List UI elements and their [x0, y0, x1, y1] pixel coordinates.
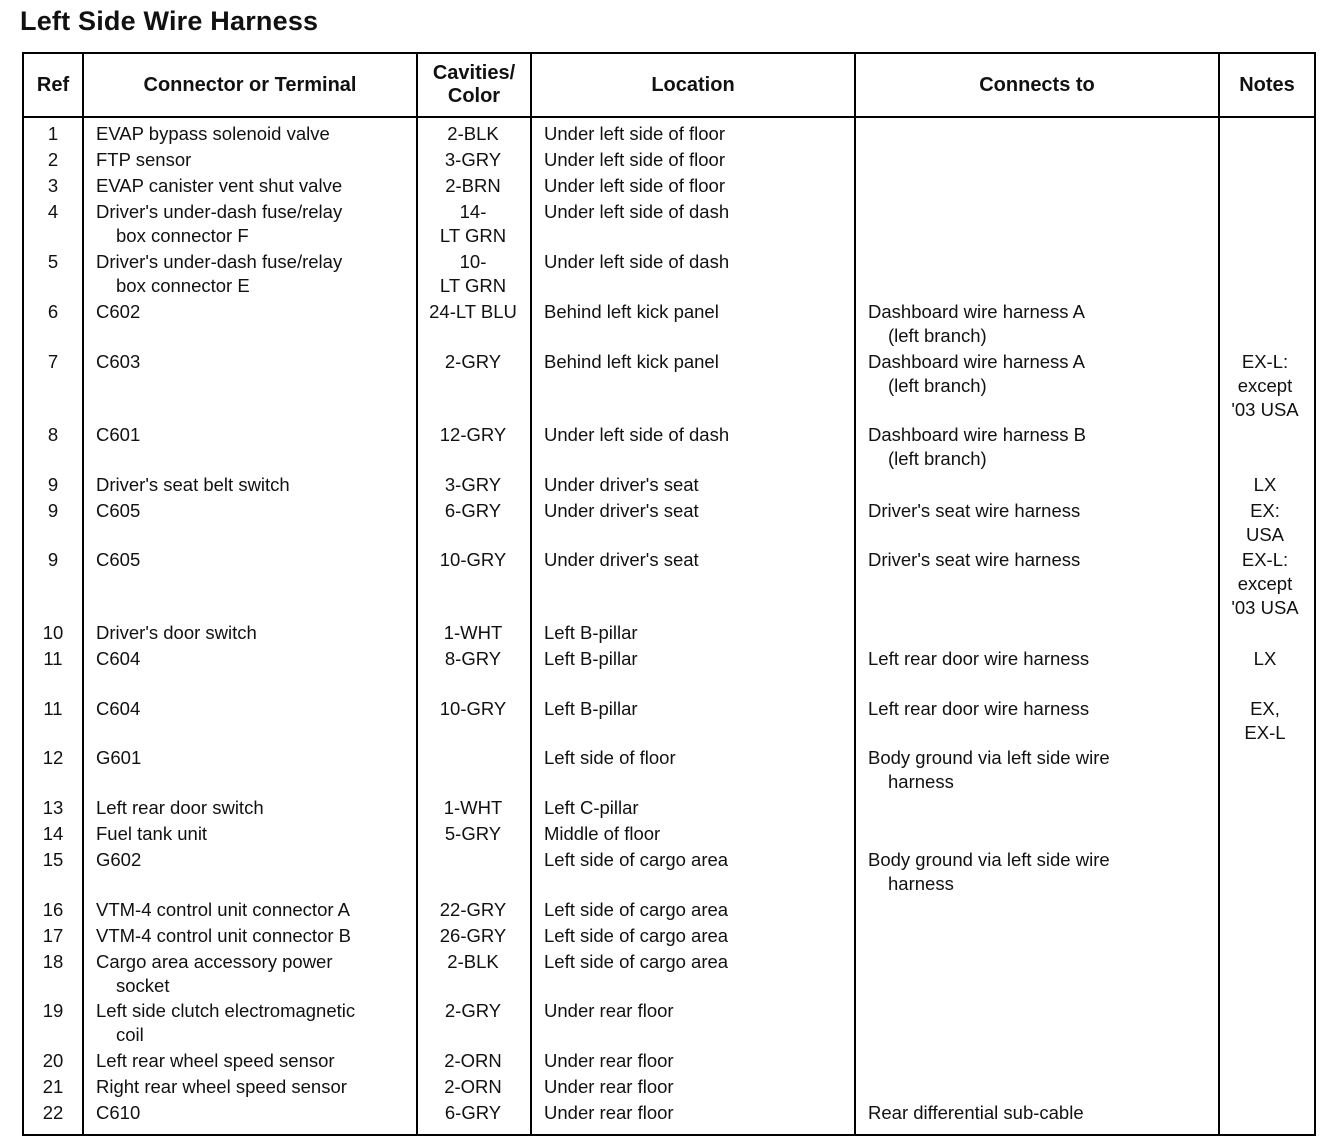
- row-connector: [96, 621, 416, 645]
- row-notes-line: EX,: [1250, 698, 1280, 719]
- row-cavities: [416, 148, 530, 172]
- row-location: Under rear floor: [544, 1050, 674, 1071]
- row-connector: [96, 174, 416, 198]
- row-connector: [96, 148, 416, 172]
- row-notes-line: EX:: [1250, 500, 1280, 521]
- row-ref: 9: [47, 474, 59, 495]
- row-connects-to-line: Driver's seat wire harness: [868, 549, 1081, 570]
- row-cavities-line: 8-GRY: [444, 648, 502, 669]
- header-cavities-label-line1: Cavities/: [432, 62, 516, 84]
- row-connects-to-line: Left rear door wire harness: [868, 648, 1090, 669]
- row-ref: 1: [47, 123, 59, 144]
- row-connector: [96, 1049, 416, 1073]
- row-connector-line: Fuel tank unit: [96, 823, 208, 844]
- row-ref: 2: [47, 149, 59, 170]
- row-ref: 6: [47, 301, 59, 322]
- row-location: Under driver's seat: [544, 500, 699, 521]
- header-connector-label: Connector or Terminal: [143, 73, 357, 96]
- row-location: Under driver's seat: [544, 474, 699, 495]
- row-connector-line: C604: [96, 648, 141, 669]
- row-location: Under rear floor: [544, 1000, 674, 1021]
- row-connector-line: Driver's under-dash fuse/relay: [96, 251, 343, 272]
- row-connector: [96, 548, 416, 572]
- row-cavities-line: 10-GRY: [439, 549, 507, 570]
- row-connects-to-line: Body ground via left side wire: [868, 849, 1110, 870]
- row-cavities-line: 2-GRY: [444, 1000, 502, 1021]
- row-ref: 19: [42, 1000, 64, 1021]
- row-notes-line: EX-L:: [1241, 351, 1289, 372]
- row-connector-line: EVAP bypass solenoid valve: [96, 123, 330, 144]
- row-location: Under left side of floor: [544, 175, 725, 196]
- row-connector-line: Cargo area accessory power: [96, 951, 333, 972]
- row-cavities: [416, 924, 530, 948]
- row-connects-to-line: (left branch): [888, 448, 987, 469]
- header-connects-to-label: Connects to: [979, 73, 1095, 96]
- row-cavities-line: 10-: [459, 251, 487, 272]
- row-cavities-line: 2-BRN: [445, 175, 501, 196]
- row-cavities: [416, 822, 530, 846]
- row-notes: [1220, 548, 1310, 620]
- row-notes-line: EX-L:: [1241, 549, 1289, 570]
- row-location: Behind left kick panel: [544, 301, 719, 322]
- row-connector: [96, 250, 416, 298]
- header-location: [532, 54, 854, 116]
- row-connector-line: G602: [96, 849, 142, 870]
- row-cavities-line: 14-: [459, 201, 487, 222]
- row-cavities-line: 1-WHT: [443, 622, 503, 643]
- row-cavities: [416, 122, 530, 146]
- row-ref: 22: [42, 1102, 64, 1123]
- row-cavities: [416, 697, 530, 721]
- row-cavities-line: 2-BLK: [447, 951, 499, 972]
- row-cavities-line: 6-GRY: [444, 1102, 502, 1123]
- row-connector-line: box connector E: [116, 275, 250, 296]
- row-connector-line: C601: [96, 424, 141, 445]
- row-connector-line: Left rear door switch: [96, 797, 264, 818]
- row-cavities-line: 3-GRY: [444, 149, 502, 170]
- header-notes-label: Notes: [1239, 73, 1295, 96]
- row-ref: 3: [47, 175, 59, 196]
- row-cavities-line: 12-GRY: [439, 424, 507, 445]
- row-connector: [96, 848, 416, 872]
- row-notes-line: '03 USA: [1231, 597, 1299, 618]
- row-connector: [96, 822, 416, 846]
- header-location-label: Location: [651, 73, 735, 96]
- row-location: Under left side of dash: [544, 424, 730, 445]
- row-connector: [96, 924, 416, 948]
- row-cavities: [416, 499, 530, 523]
- page-title: Left Side Wire Harness: [20, 6, 319, 36]
- row-connects-to-line: Dashboard wire harness A: [868, 301, 1085, 322]
- row-location: Under left side of dash: [544, 251, 730, 272]
- row-location: Behind left kick panel: [544, 351, 719, 372]
- row-cavities-line: 2-ORN: [444, 1050, 502, 1071]
- row-notes-line: '03 USA: [1231, 399, 1299, 420]
- row-connects-to: [868, 423, 1218, 471]
- row-connector-line: C610: [96, 1102, 141, 1123]
- row-connects-to: [868, 300, 1218, 348]
- row-location: Under left side of floor: [544, 123, 725, 144]
- row-cavities: [416, 200, 530, 248]
- row-connector: [96, 647, 416, 671]
- header-ref: [24, 54, 82, 116]
- row-connector-line: coil: [116, 1024, 144, 1045]
- row-ref: 20: [42, 1050, 64, 1071]
- row-connector: [96, 300, 416, 324]
- row-cavities: [416, 350, 530, 374]
- header-cavities-label-line2: Color: [447, 85, 501, 107]
- row-connector-line: VTM-4 control unit connector B: [96, 925, 351, 946]
- row-ref: 4: [47, 201, 59, 222]
- row-connects-to: [868, 647, 1218, 671]
- row-connects-to: [868, 548, 1218, 572]
- row-cavities-line: LT GRN: [439, 275, 507, 296]
- row-location: Left C-pillar: [544, 797, 639, 818]
- row-location: Under driver's seat: [544, 549, 699, 570]
- row-connects-to: [868, 1101, 1218, 1125]
- row-notes: [1220, 473, 1310, 497]
- row-cavities-line: 6-GRY: [444, 500, 502, 521]
- row-connector: [96, 499, 416, 523]
- row-cavities: [416, 548, 530, 572]
- row-connector: [96, 898, 416, 922]
- row-notes: [1220, 647, 1310, 671]
- row-ref: 5: [47, 251, 59, 272]
- row-connector-line: C604: [96, 698, 141, 719]
- row-connector-line: VTM-4 control unit connector A: [96, 899, 350, 920]
- row-cavities-line: 26-GRY: [439, 925, 507, 946]
- row-connector: [96, 122, 416, 146]
- row-location: Under left side of floor: [544, 149, 725, 170]
- row-ref: 14: [42, 823, 64, 844]
- row-location: Middle of floor: [544, 823, 661, 844]
- row-connector-line: Left rear wheel speed sensor: [96, 1050, 335, 1071]
- row-location: Left B-pillar: [544, 622, 638, 643]
- row-cavities: [416, 1049, 530, 1073]
- row-cavities-line: LT GRN: [439, 225, 507, 246]
- row-connector: [96, 950, 416, 998]
- row-notes-line: except: [1237, 375, 1293, 396]
- row-ref: 7: [47, 351, 59, 372]
- row-connects-to: [868, 746, 1218, 794]
- column-divider: [530, 54, 532, 1134]
- header-divider: [24, 116, 1314, 118]
- row-ref: 21: [42, 1076, 64, 1097]
- row-notes-line: except: [1237, 573, 1293, 594]
- row-connector: [96, 473, 416, 497]
- column-divider: [854, 54, 856, 1134]
- row-cavities: [416, 473, 530, 497]
- row-connects-to: [868, 499, 1218, 523]
- row-cavities: [416, 423, 530, 447]
- row-cavities: [416, 174, 530, 198]
- row-connects-to-line: (left branch): [888, 375, 987, 396]
- row-ref: 17: [42, 925, 64, 946]
- row-connector-line: C605: [96, 549, 141, 570]
- row-notes-line: LX: [1253, 474, 1277, 495]
- row-connector-line: Left side clutch electromagnetic: [96, 1000, 356, 1021]
- wire-harness-table: [22, 52, 1316, 1136]
- row-connector-line: socket: [116, 975, 170, 996]
- row-connector: [96, 350, 416, 374]
- row-ref: 15: [42, 849, 64, 870]
- row-connector: [96, 1075, 416, 1099]
- row-ref: 11: [43, 698, 63, 719]
- row-connector-line: Driver's under-dash fuse/relay: [96, 201, 343, 222]
- row-connects-to: [868, 350, 1218, 398]
- row-connects-to: [868, 697, 1218, 721]
- row-cavities: [416, 300, 530, 324]
- row-connects-to-line: Rear differential sub-cable: [868, 1102, 1084, 1123]
- row-ref: 11: [43, 648, 63, 669]
- row-connector-line: C602: [96, 301, 141, 322]
- row-cavities-line: 2-ORN: [444, 1076, 502, 1097]
- row-connector-line: Driver's door switch: [96, 622, 257, 643]
- header-cavities: [418, 54, 530, 116]
- row-location: Left B-pillar: [544, 698, 638, 719]
- row-cavities: [416, 898, 530, 922]
- row-cavities: [416, 950, 530, 974]
- row-connector: [96, 999, 416, 1047]
- row-ref: 9: [47, 500, 59, 521]
- row-location: Left side of cargo area: [544, 951, 729, 972]
- row-ref: 9: [47, 549, 59, 570]
- row-connector-line: box connector F: [116, 225, 249, 246]
- row-connector: [96, 1101, 416, 1125]
- row-location: Left side of cargo area: [544, 849, 729, 870]
- header-connects-to: [856, 54, 1218, 116]
- row-connects-to-line: Left rear door wire harness: [868, 698, 1090, 719]
- row-connects-to-line: harness: [888, 771, 954, 792]
- row-location: Left side of cargo area: [544, 925, 729, 946]
- row-connects-to-line: Body ground via left side wire: [868, 747, 1110, 768]
- row-ref: 8: [47, 424, 59, 445]
- row-connector-line: Right rear wheel speed sensor: [96, 1076, 347, 1097]
- row-connector: [96, 423, 416, 447]
- row-cavities-line: 2-BLK: [447, 123, 499, 144]
- row-cavities-line: 1-WHT: [443, 797, 503, 818]
- row-cavities: [416, 796, 530, 820]
- row-cavities-line: 5-GRY: [444, 823, 502, 844]
- row-cavities: [416, 250, 530, 298]
- row-connector-line: C603: [96, 351, 141, 372]
- row-cavities: [416, 999, 530, 1023]
- row-connector-line: EVAP canister vent shut valve: [96, 175, 343, 196]
- row-connects-to-line: Driver's seat wire harness: [868, 500, 1081, 521]
- row-cavities-line: 22-GRY: [439, 899, 507, 920]
- row-location: Left side of floor: [544, 747, 676, 768]
- row-notes: [1220, 350, 1310, 422]
- row-location: Left side of cargo area: [544, 899, 729, 920]
- row-connector-line: C605: [96, 500, 141, 521]
- row-ref: 18: [42, 951, 64, 972]
- row-location: Under rear floor: [544, 1076, 674, 1097]
- row-cavities-line: 24-LT BLU: [429, 301, 517, 322]
- row-connector: [96, 200, 416, 248]
- row-connects-to: [868, 848, 1218, 896]
- row-cavities: [416, 1101, 530, 1125]
- row-cavities-line: 2-GRY: [444, 351, 502, 372]
- row-notes: [1220, 697, 1310, 745]
- header-ref-label: Ref: [36, 73, 70, 96]
- row-cavities-line: 10-GRY: [439, 698, 507, 719]
- row-notes: [1220, 499, 1310, 547]
- row-connector: [96, 746, 416, 770]
- column-divider: [82, 54, 84, 1134]
- row-connector-line: G601: [96, 747, 142, 768]
- header-notes: [1220, 54, 1314, 116]
- row-location: Under rear floor: [544, 1102, 674, 1123]
- row-cavities-line: 3-GRY: [444, 474, 502, 495]
- row-cavities: [416, 621, 530, 645]
- row-connects-to-line: harness: [888, 873, 954, 894]
- row-connector-line: Driver's seat belt switch: [96, 474, 290, 495]
- row-connector: [96, 697, 416, 721]
- row-cavities: [416, 1075, 530, 1099]
- row-ref: 16: [42, 899, 64, 920]
- row-notes-line: EX-L: [1244, 722, 1286, 743]
- row-cavities: [416, 647, 530, 671]
- row-connector: [96, 796, 416, 820]
- row-ref: 12: [42, 747, 64, 768]
- header-connector: [84, 54, 416, 116]
- row-notes-line: USA: [1245, 524, 1285, 545]
- row-location: Left B-pillar: [544, 648, 638, 669]
- row-connector-line: FTP sensor: [96, 149, 192, 170]
- row-connects-to-line: Dashboard wire harness A: [868, 351, 1085, 372]
- row-ref: 10: [42, 622, 64, 643]
- row-location: Under left side of dash: [544, 201, 730, 222]
- row-notes-line: LX: [1253, 648, 1277, 669]
- row-ref: 13: [42, 797, 64, 818]
- row-connects-to-line: (left branch): [888, 325, 987, 346]
- row-connects-to-line: Dashboard wire harness B: [868, 424, 1086, 445]
